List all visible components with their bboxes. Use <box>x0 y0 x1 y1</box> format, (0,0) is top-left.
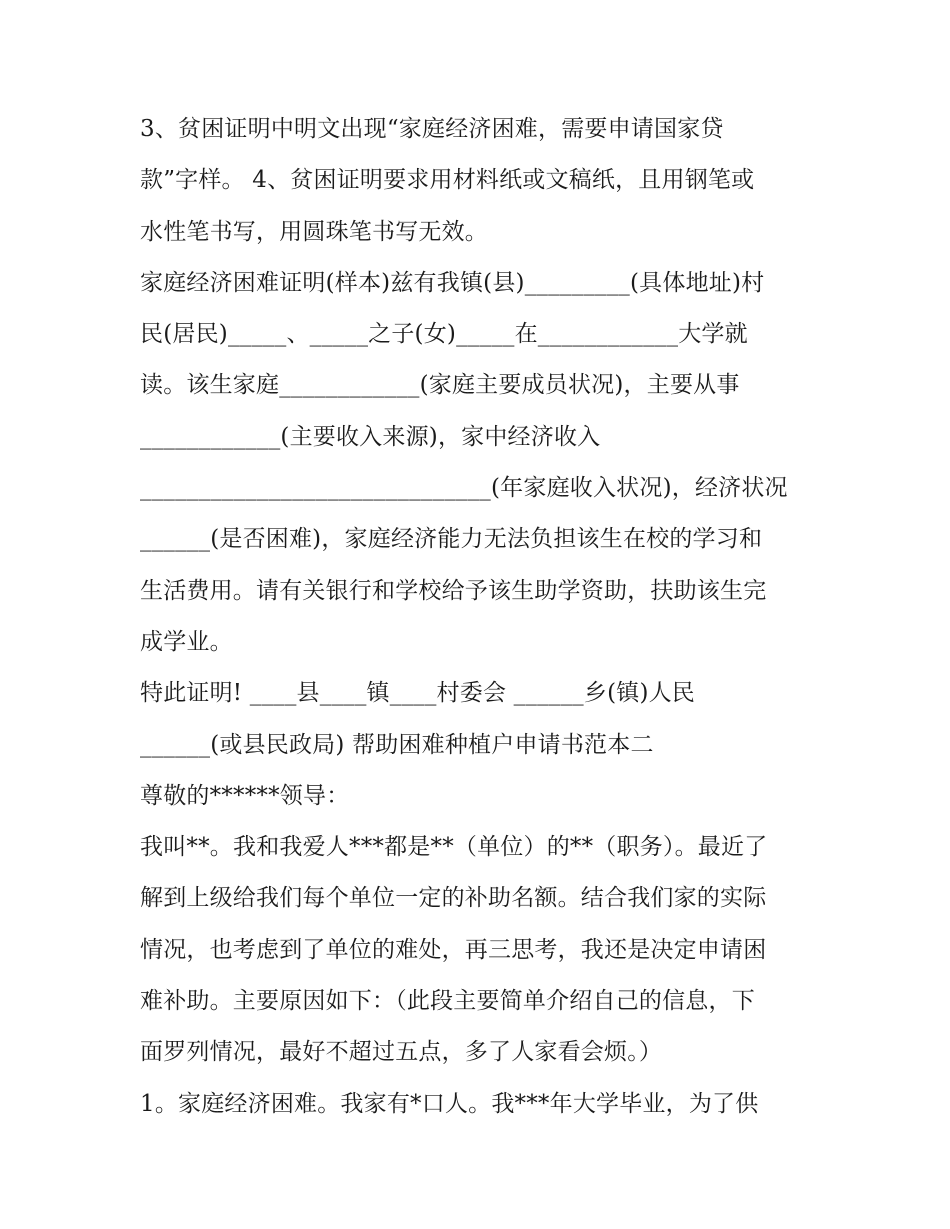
text-line: 成学业。 <box>140 628 233 655</box>
text-line: 家庭经济困难证明(样本)兹有我镇(县)_________(具体地址)村 <box>140 269 765 296</box>
text-line: 情况，也考虑到了单位的难处，再三思考，我还是决定申请困 <box>140 936 767 963</box>
text-line: 尊敬的******领导： <box>140 782 350 809</box>
text-line: 款”字样。 4、贫困证明要求用材料纸或文稿纸，且用钢笔或 <box>140 167 755 194</box>
text-line: 水性笔书写，用圆珠笔书写无效。 <box>140 218 488 245</box>
text-line: 读。该生家庭____________(家庭主要成员状况)，主要从事 <box>140 372 740 399</box>
text-line: 特此证明! ____县____镇____村委会 ______乡(镇)人民 <box>140 680 696 707</box>
text-line: 3、贫困证明中明文出现“家庭经济困难，需要申请国家贷 <box>140 116 724 142</box>
text-line: 我叫**。我和我爱人***都是**（单位）的**（职务）。最近了 <box>140 834 768 861</box>
text-line: 解到上级给我们每个单位一定的补助名额。结合我们家的实际 <box>140 885 767 912</box>
text-line: ______________________________(年家庭收入状况)，经济状况 <box>140 475 788 502</box>
text-line: 难补助。主要原因如下：（此段主要简单介绍自己的信息，下 <box>140 988 755 1015</box>
text-line: ______(或县民政局) 帮助困难种植户申请书范本二 <box>140 731 654 758</box>
text-line: 民(居民)_____、_____之子(女)_____在____________大学就 <box>140 321 748 348</box>
text-line: 1。家庭经济困难。我家有*口人。我***年大学毕业，为了供 <box>140 1090 759 1117</box>
text-line: 生活费用。请有关银行和学校给予该生助学资助，扶助该生完 <box>140 577 767 604</box>
text-line: ____________(主要收入来源)，家中经济收入 <box>140 423 601 450</box>
text-line: ______(是否困难)，家庭经济能力无法负担该生在校的学习和 <box>140 526 763 553</box>
document-body <box>140 104 840 1130</box>
text-line: 面罗列情况，最好不超过五点，多了人家看会烦。） <box>140 1039 663 1066</box>
